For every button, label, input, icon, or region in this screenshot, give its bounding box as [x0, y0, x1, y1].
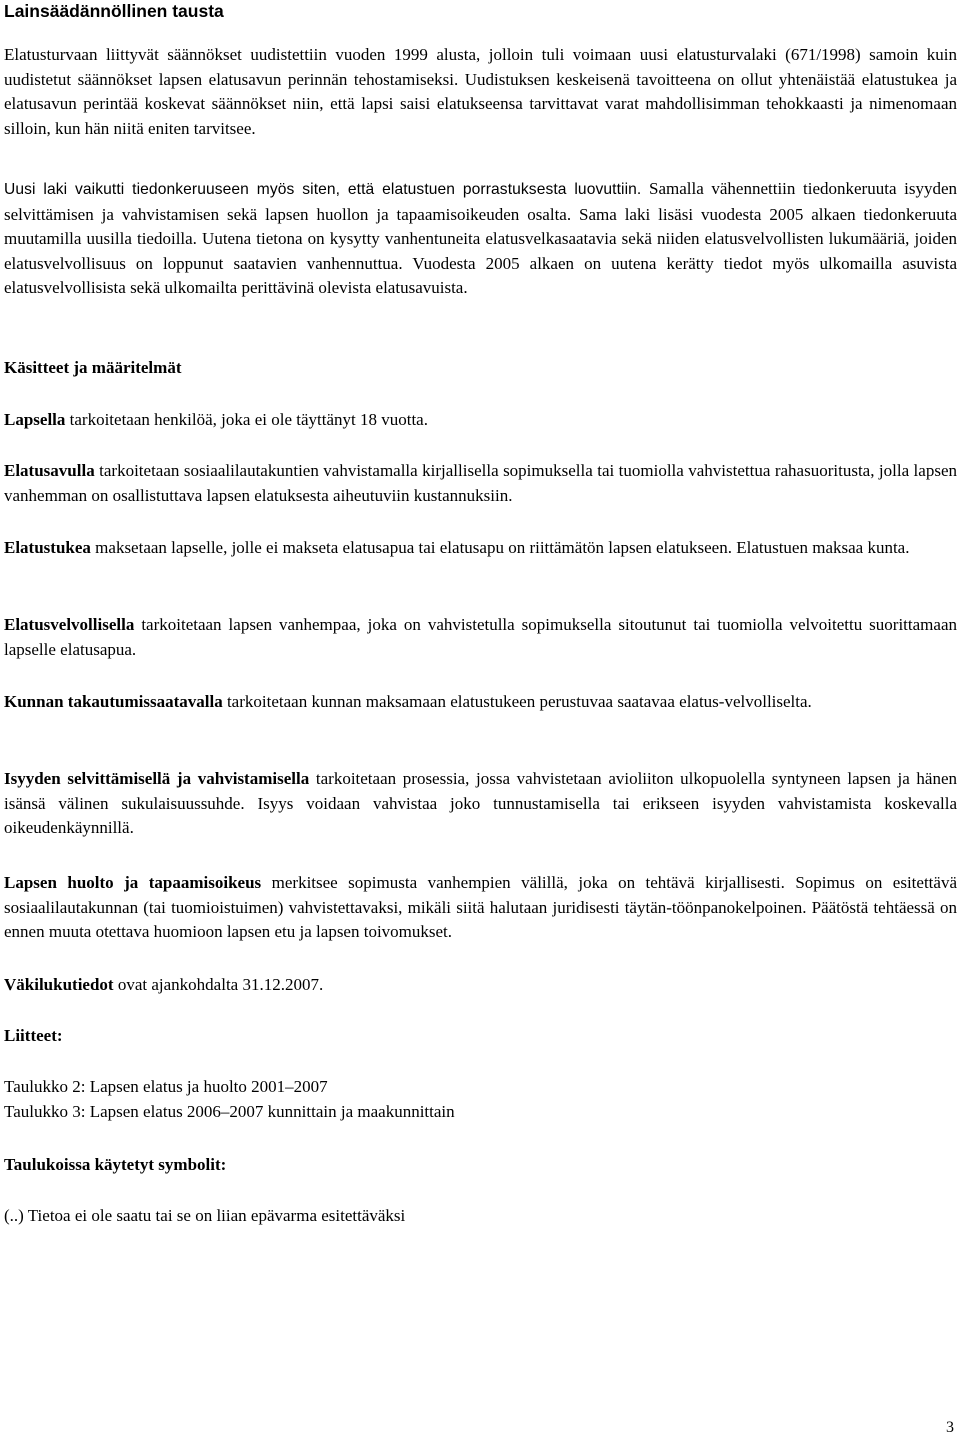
definition-term: Väkilukutiedot [4, 975, 114, 994]
attachments-list [4, 1075, 957, 1124]
definition-text: tarkoitetaan prosessia, jossa vahvistetaan avioliiton ulkopuolella syntyneen lapsen ja hänen isänsä välinen sukulaisuussuhde. Isyys voidaan vahvistaa joko tunnustamisella tai erikseen isyyden vahvistamista koskevalla oikeudenkäynnillä. [4, 769, 958, 838]
paragraph-serif-part: Samalla vähennettiin tiedonkeruuta isyyden selvittämisen ja vahvistamisen sekä lapsen huollon ja tapaamisoikeuden osalta. Sama laki lisäsi vuodesta 2005 alkaen tiedonkeruuta muutamilla uusilla tiedoilla. Uutena tietona on kysytty vanhentuneita elatusvelkasaatavia sekä niiden elatusvelvollisten lukumääriä, joiden elatusvelvollisuus on loppunut saatavien vanhennuttua. Vuodesta 2005 alkaen on uutena kerätty tiedot myös ulkomailla asuvista elatusvelvollisista sekä ulkomailta perittävinä olevista elatusavuista. [4, 179, 957, 298]
attachment-item: Taulukko 3: Lapsen elatus 2006–2007 kunnittain ja maakunnittain [4, 1101, 455, 1121]
definition-term: Elatustukea [4, 538, 91, 557]
definition-text: tarkoitetaan henkilöä, joka ei ole täyttänyt 18 vuotta. [65, 410, 428, 429]
symbols-heading: Taulukoissa käytetyt symbolit: [4, 1155, 227, 1174]
symbol-item: (..) Tietoa ei ole saatu tai se on liian epävarma esitettäväksi [4, 1206, 406, 1225]
definition-term: Elatusvelvollisella [4, 615, 135, 634]
definition-text: maksetaan lapselle, jolle ei makseta elatusapua tai elatusapu on riittämätön lapsen elatukseen. Elatustuen maksaa kunta. [90, 538, 910, 557]
definition-elatusvelvollisella [4, 613, 957, 662]
section-heading-concepts: Käsitteet ja määritelmät [4, 358, 182, 377]
definition-elatustukea [4, 536, 957, 561]
paragraph-legal-background-2 [4, 177, 957, 301]
definition-term: Kunnan takautumissaatavalla [4, 692, 223, 711]
definition-term: Lapsen huolto ja tapaamisoikeus [4, 873, 262, 892]
section-heading-legal-background: Lainsäädännöllinen tausta [4, 1, 224, 21]
definition-text: ovat ajankohdalta 31.12.2007. [113, 975, 324, 994]
definition-text: tarkoitetaan sosiaalilautakuntien vahvistamalla kirjallisella sopimuksella tai tuomiolla vahvistettua rahasuoritusta, jolla lapsen vanhemman on osallistuttava lapsen elatuksesta aiheutuviin kustannuksiin. [4, 461, 957, 505]
definition-term: Isyyden selvittämisellä ja vahvistamisella [4, 769, 310, 788]
definition-text: tarkoitetaan lapsen vanhempaa, joka on vahvistetulla sopimuksella sitoutunut tai tuomiolla velvoitettu suorittamaan lapselle elatusapua. [4, 615, 957, 659]
definition-elatusavulla [4, 459, 957, 508]
definition-text: merkitsee sopimusta vanhempien välillä, joka on tehtävä kirjallisesti. Sopimus on esitettävä sosiaalilautakunnan (tai tuomioistuimen) vahvistettavaksi, mikäli siitä halutaan juridisesti täytän-töönpanokelpoinen. Päätöstä tehtäessä on ennen muuta otettava huomioon lapsen etu ja lapsen toivomukset. [4, 873, 957, 942]
symbols-list [4, 1204, 957, 1229]
attachment-item: Taulukko 2: Lapsen elatus ja huolto 2001–2007 [4, 1077, 328, 1096]
attachments-heading: Liitteet: [4, 1026, 63, 1045]
definition-takautumissaatava [4, 690, 957, 715]
paragraph-sans-part: Uusi laki vaikutti tiedonkeruuseen myös siten, että elatustuen porrastuksesta luovuttiin. [4, 181, 642, 198]
definition-term: Lapsella [4, 410, 66, 429]
paragraph-legal-background-1: Elatusturvaan liittyvät säännökset uudistettiin vuoden 1999 alusta, jolloin tuli voimaan uusi elatusturvalaki (671/1998) samoin kuin uudistetut säännökset lapsen elatusavun perinnän tehostamiseksi. Uudistuksen keskeisenä tavoitteena on ollut yhtenäistää elatustukea ja elatusavun perintää koskevat säännökset niin, että lapsi saisi elatukseensa tarvittavat varat mahdollisimman tehokkaasti ja nimenomaan silloin, kun hän niitä eniten tarvitsee. [4, 45, 957, 138]
page-number: 3 [946, 1419, 954, 1436]
definition-vakilukutiedot [4, 973, 957, 998]
definition-term: Elatusavulla [4, 461, 95, 480]
definition-text: tarkoitetaan kunnan maksamaan elatustukeen perustuvaa saatavaa elatus-velvolliselta. [222, 692, 812, 711]
definition-huolto-tapaamisoikeus [4, 871, 957, 945]
definition-lapsella [4, 408, 957, 433]
definition-isyyden-selvittaminen [4, 767, 957, 841]
